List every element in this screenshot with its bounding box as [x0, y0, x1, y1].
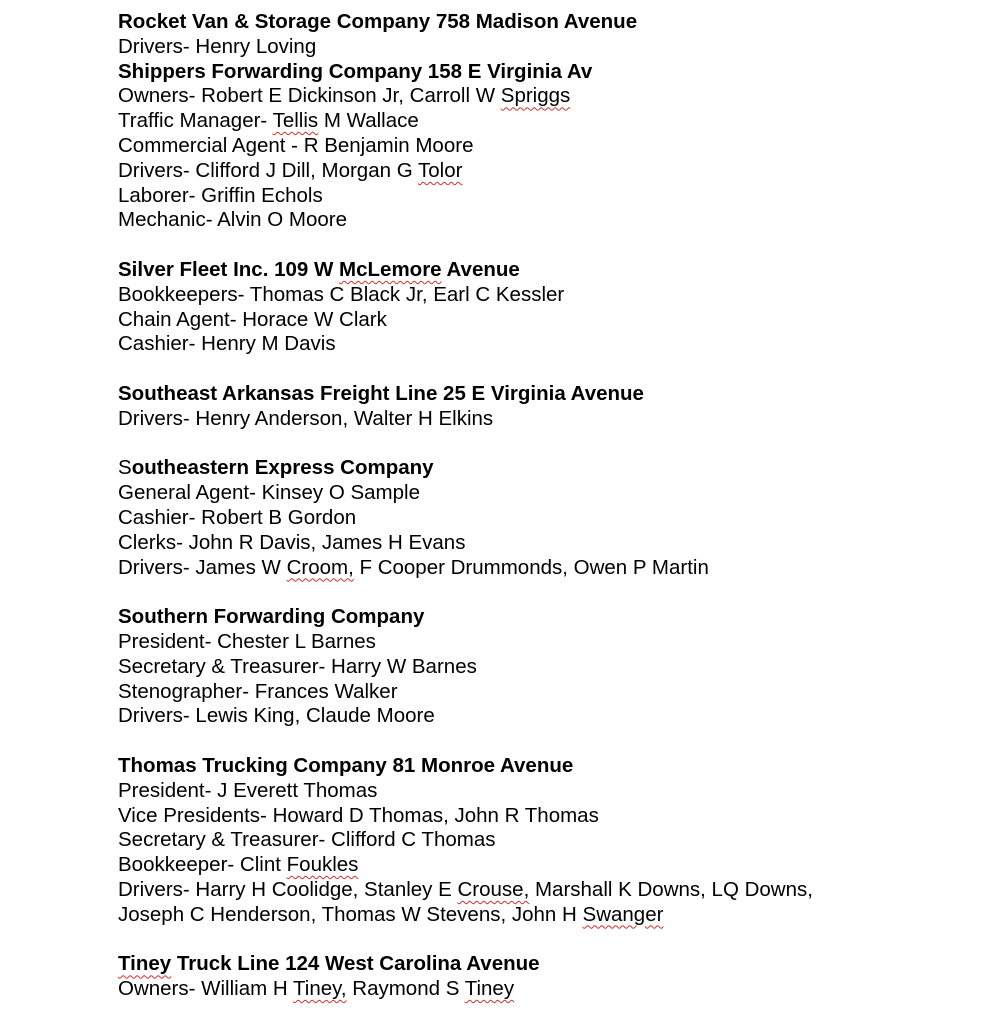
entry-line-southeastern-cashier: Cashier- Robert B Gordon	[118, 505, 357, 529]
company-heading-silver-fleet	[118, 258, 998, 283]
heading-text: Silver Fleet Inc. 109 W	[118, 257, 340, 281]
entry-line-southeastern-clerks: Clerks- John R Davis, James H Evans	[118, 530, 466, 554]
company-heading-southeastern-express	[118, 456, 998, 481]
company-heading-southeast-arkansas: Southeast Arkansas Freight Line 25 E Virginia Avenue	[118, 381, 644, 405]
entry-line-southeast-arkansas-drivers: Drivers- Henry Anderson, Walter H Elkins	[118, 406, 494, 430]
section-spacer	[118, 432, 998, 457]
heading-first-letter: S	[118, 456, 132, 480]
entry-line-shippers-laborer: Laborer- Griffin Echols	[118, 183, 323, 207]
entry-line-shippers-drivers	[118, 159, 998, 184]
entry-text: M Wallace	[318, 109, 419, 133]
entry-line-thomas-drivers-2	[118, 903, 998, 928]
heading-text: Truck Line 124 West Carolina Avenue	[171, 952, 540, 976]
section-spacer	[118, 233, 998, 258]
spellcheck-flagged-word: Crouse,	[457, 877, 530, 901]
entry-line-silver-chain-agent: Chain Agent- Horace W Clark	[118, 307, 387, 331]
entry-line-southern-president: President- Chester L Barnes	[118, 629, 376, 653]
entry-line-southeastern-general-agent: General Agent- Kinsey O Sample	[118, 481, 420, 505]
entry-line-southern-drivers: Drivers- Lewis King, Claude Moore	[118, 704, 435, 728]
entry-line-silver-bookkeepers: Bookkeepers- Thomas C Black Jr, Earl C Kessler	[118, 282, 565, 306]
entry-line-southeastern-drivers	[118, 556, 998, 581]
entry-line-shippers-mechanic: Mechanic- Alvin O Moore	[118, 208, 348, 232]
entry-line-shippers-commercial-agent: Commercial Agent - R Benjamin Moore	[118, 133, 474, 157]
company-heading-tiney-truck-line	[118, 952, 998, 977]
spellcheck-flagged-word: Croom,	[286, 555, 354, 579]
spellcheck-flagged-word: Spriggs	[500, 84, 571, 108]
company-heading-shippers-forwarding: Shippers Forwarding Company 158 E Virginia Av	[118, 59, 593, 83]
entry-line-shippers-traffic-manager	[118, 109, 998, 134]
entry-line-southern-secretary: Secretary & Treasurer- Harry W Barnes	[118, 654, 477, 678]
section-spacer	[118, 927, 998, 952]
spellcheck-flagged-word: McLemore	[339, 257, 442, 281]
company-heading-rocket-van: Rocket Van & Storage Company 758 Madison Avenue	[118, 10, 638, 33]
spellcheck-flagged-word: Foukles	[286, 853, 359, 877]
heading-text: Avenue	[441, 257, 520, 281]
entry-line-thomas-vice-presidents: Vice Presidents- Howard D Thomas, John R Thomas	[118, 803, 599, 827]
entry-text: Owners- William H	[118, 977, 294, 1001]
entry-line-shippers-owners	[118, 84, 998, 109]
spellcheck-flagged-word: Tiney	[464, 977, 515, 1001]
entry-text: Drivers- Harry H Coolidge, Stanley E	[118, 877, 458, 901]
entry-text: Bookkeeper- Clint	[118, 853, 287, 877]
entry-line-southern-stenographer: Stenographer- Frances Walker	[118, 679, 398, 703]
entry-line-rocket-drivers: Drivers- Henry Loving	[118, 34, 317, 58]
entry-line-silver-cashier: Cashier- Henry M Davis	[118, 332, 336, 356]
section-spacer	[118, 580, 998, 605]
entry-text: Owners- Robert E Dickinson Jr, Carroll W	[118, 84, 501, 108]
entry-text: F Cooper Drummonds, Owen P Martin	[353, 555, 709, 579]
entry-line-thomas-drivers-1	[118, 878, 998, 903]
entry-line-thomas-secretary: Secretary & Treasurer- Clifford C Thomas	[118, 828, 496, 852]
spellcheck-flagged-word: Swanger	[582, 902, 664, 926]
spellcheck-flagged-word: Tellis	[272, 109, 319, 133]
entry-text: Traffic Manager-	[118, 109, 273, 133]
spellcheck-flagged-word: Tolor	[417, 158, 463, 182]
entry-line-tiney-owners	[118, 977, 998, 1002]
company-heading-southern-forwarding: Southern Forwarding Company	[118, 605, 425, 629]
company-heading-thomas-trucking: Thomas Trucking Company 81 Monroe Avenue	[118, 753, 574, 777]
section-spacer	[118, 357, 998, 382]
entry-text: Joseph C Henderson, Thomas W Stevens, John H	[118, 902, 583, 926]
heading-text: outheastern Express Company	[131, 456, 434, 480]
entry-text: Marshall K Downs, LQ Downs,	[529, 877, 813, 901]
section-spacer	[118, 729, 998, 754]
entry-text: Drivers- James W	[118, 555, 287, 579]
directory-document	[118, 10, 998, 1002]
entry-line-thomas-president: President- J Everett Thomas	[118, 778, 378, 802]
entry-text: Raymond S	[346, 977, 465, 1001]
spellcheck-flagged-word: Tiney,	[293, 977, 347, 1001]
entry-text: Drivers- Clifford J Dill, Morgan G	[118, 158, 418, 182]
spellcheck-flagged-word: Tiney	[118, 952, 172, 976]
entry-line-thomas-bookkeeper	[118, 853, 998, 878]
